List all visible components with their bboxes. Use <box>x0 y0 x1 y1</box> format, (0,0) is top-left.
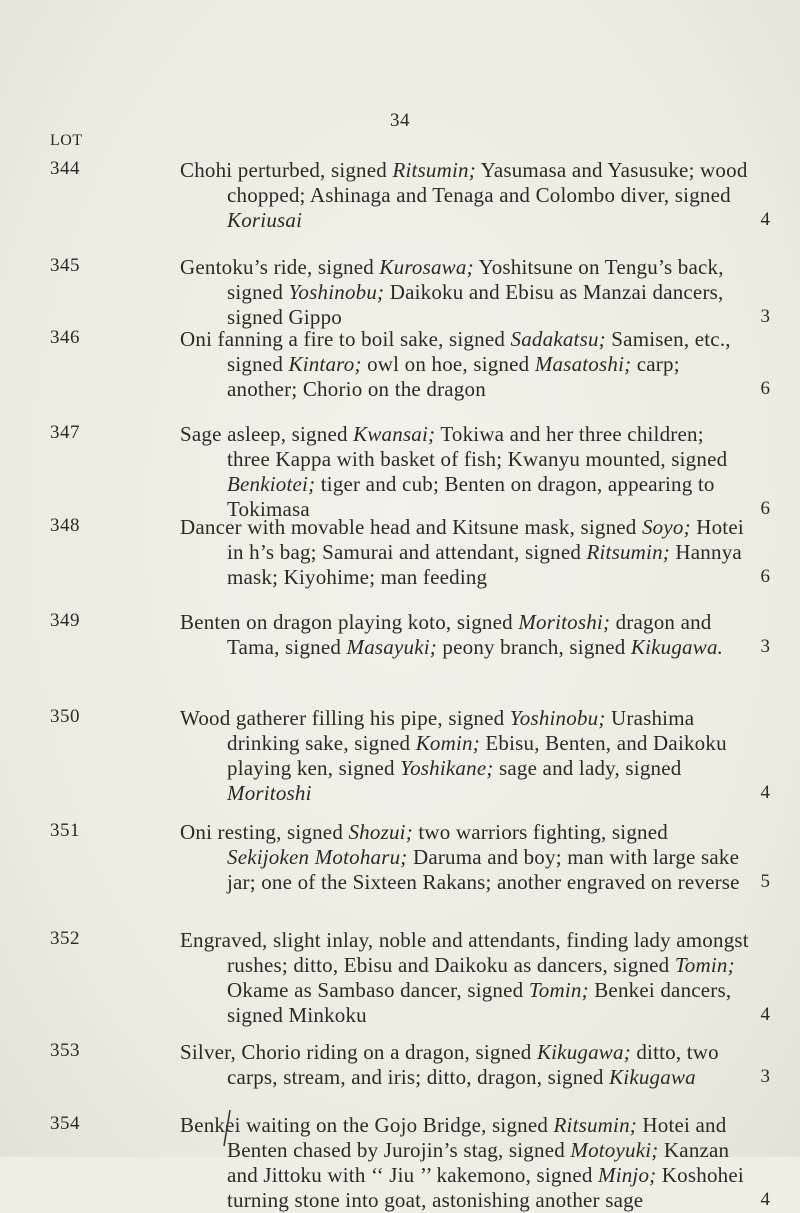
description-text: Yasumasa and Yasusuke; wood chopped; Ashinaga and Tenaga and Colombo diver, signed <box>227 158 748 207</box>
artist-signature: Tomin; <box>674 953 735 977</box>
artist-signature: Moritoshi <box>227 781 312 805</box>
lot-quantity: 5 <box>760 871 770 892</box>
lot-quantity: 4 <box>760 1189 770 1210</box>
lot-quantity: 4 <box>760 1004 770 1025</box>
description-text: ditto, two carps, stream, and iris; ditto, dragon, signed <box>227 1040 719 1089</box>
description-text: Chohi perturbed, signed <box>180 158 393 182</box>
lot-number: 348 <box>50 515 80 536</box>
lot-number: 352 <box>50 928 80 949</box>
artist-signature: Kwansai; <box>353 422 436 446</box>
artist-signature: Kikugawa; <box>536 1040 631 1064</box>
page-number: 34 <box>390 110 410 131</box>
artist-signature: Motoyuki; <box>570 1138 659 1162</box>
description-text: Oni resting, signed <box>180 820 349 844</box>
lot-number: 344 <box>50 158 80 179</box>
lot-description <box>180 1040 750 1090</box>
description-text: tiger and cub; Benten on dragon, appearing to Tokimasa <box>227 472 715 521</box>
lot-quantity: 6 <box>760 378 770 399</box>
description-text: Daruma and boy; man with large sake jar; one of the Sixteen Rakans; another engraved on reverse <box>227 845 740 894</box>
description-text: Daikoku and Ebisu as Manzai dancers, signed Gippo <box>227 280 724 329</box>
description-text: Wood gatherer filling his pipe, signed <box>180 706 510 730</box>
description-text: Dancer with movable head and Kitsune mask, signed <box>180 515 642 539</box>
description-text: dragon and Tama, signed <box>227 610 712 659</box>
lot-quantity: 4 <box>760 209 770 230</box>
artist-signature: Kikugawa <box>609 1065 696 1089</box>
artist-signature: Kikugawa. <box>630 635 724 659</box>
artist-signature: Shozui; <box>348 820 413 844</box>
artist-signature: Sadakatsu; <box>510 327 606 351</box>
artist-signature: Koriusai <box>227 208 303 232</box>
artist-signature: Ritsumin; <box>586 540 670 564</box>
description-text: Hotei and Benten chased by Jurojin’s stag, signed <box>227 1113 727 1162</box>
description-text: Kanzan and Jittoku with ‘‘ Jiu ’’ kakemono, signed <box>227 1138 730 1187</box>
description-text: Koshohei turning stone into goat, astonishing another sage <box>227 1163 744 1212</box>
description-text: carp; another; Chorio on the dragon <box>227 352 680 401</box>
description-text: Gentoku’s ride, signed <box>180 255 380 279</box>
lot-number: 350 <box>50 706 80 727</box>
description-text: Yoshitsune on Tengu’s back, signed <box>227 255 724 304</box>
lot-description <box>180 327 750 402</box>
lot-description <box>180 820 750 895</box>
description-text: Okame as Sambaso dancer, signed <box>227 978 529 1002</box>
artist-signature: Tomin; <box>528 978 589 1002</box>
lot-quantity: 4 <box>760 782 770 803</box>
lot-description <box>180 928 750 1028</box>
lot-quantity: 3 <box>760 1066 770 1087</box>
artist-signature: Ritsumin; <box>392 158 476 182</box>
artist-signature: Komin; <box>415 731 480 755</box>
lot-quantity: 3 <box>760 306 770 327</box>
lot-number: 347 <box>50 422 80 443</box>
lot-quantity: 3 <box>760 636 770 657</box>
lot-description <box>180 610 750 660</box>
artist-signature: Ritsumin; <box>553 1113 637 1137</box>
artist-signature: Yoshinobu; <box>509 706 606 730</box>
lot-description <box>180 1113 750 1213</box>
lot-quantity: 6 <box>760 566 770 587</box>
description-text: Oni fanning a fire to boil sake, signed <box>180 327 511 351</box>
artist-signature: Masayuki; <box>346 635 437 659</box>
lot-description <box>180 515 750 590</box>
lot-number: 351 <box>50 820 80 841</box>
artist-signature: Masatoshi; <box>534 352 632 376</box>
description-text: peony branch, signed <box>436 635 631 659</box>
description-text: Hotei in h’s bag; Samurai and attendant, signed <box>227 515 744 564</box>
description-text: Ebisu, Benten, and Daikoku playing ken, signed <box>227 731 727 780</box>
artist-signature: Soyo; <box>641 515 691 539</box>
lot-description <box>180 422 750 522</box>
description-text: Benkei dancers, signed Minkoku <box>227 978 732 1027</box>
description-text: sage and lady, signed <box>493 756 682 780</box>
lot-description <box>180 158 750 233</box>
description-text: Hannya mask; Kiyohime; man feeding <box>227 540 742 589</box>
artist-signature: Kurosawa; <box>379 255 474 279</box>
description-text: Benten on dragon playing koto, signed <box>180 610 519 634</box>
description-text: Engraved, slight inlay, noble and attendants, finding lady amongst rushes; ditto, Ebisu and Daikoku as dancers, signed <box>180 928 749 977</box>
lot-number: 349 <box>50 610 80 631</box>
artist-signature: Moritoshi; <box>518 610 611 634</box>
lot-description <box>180 706 750 806</box>
lot-column-header: LOT <box>50 132 83 149</box>
description-text: Silver, Chorio riding on a dragon, signed <box>180 1040 537 1064</box>
lot-number: 345 <box>50 255 80 276</box>
artist-signature: Minjo; <box>598 1163 657 1187</box>
lot-quantity: 6 <box>760 498 770 519</box>
pencil-mark <box>222 1108 232 1148</box>
description-text: Urashima drinking sake, signed <box>227 706 695 755</box>
description-text: Tokiwa and her three children; three Kappa with basket of fish; Kwanyu mounted, signed <box>227 422 728 471</box>
artist-signature: Kintaro; <box>288 352 362 376</box>
lot-number: 346 <box>50 327 80 348</box>
description-text: Benkei waiting on the Gojo Bridge, signed <box>180 1113 554 1137</box>
description-text: owl on hoe, signed <box>361 352 535 376</box>
lot-description <box>180 255 750 330</box>
lot-number: 354 <box>50 1113 80 1134</box>
artist-signature: Benkiotei; <box>227 472 316 496</box>
description-text: two warriors fighting, signed <box>412 820 668 844</box>
artist-signature: Yoshikane; <box>400 756 494 780</box>
lot-number: 353 <box>50 1040 80 1061</box>
description-text: Sage asleep, signed <box>180 422 354 446</box>
artist-signature: Sekijoken Motoharu; <box>227 845 408 869</box>
artist-signature: Yoshinobu; <box>288 280 385 304</box>
description-text: Samisen, etc., signed <box>227 327 731 376</box>
